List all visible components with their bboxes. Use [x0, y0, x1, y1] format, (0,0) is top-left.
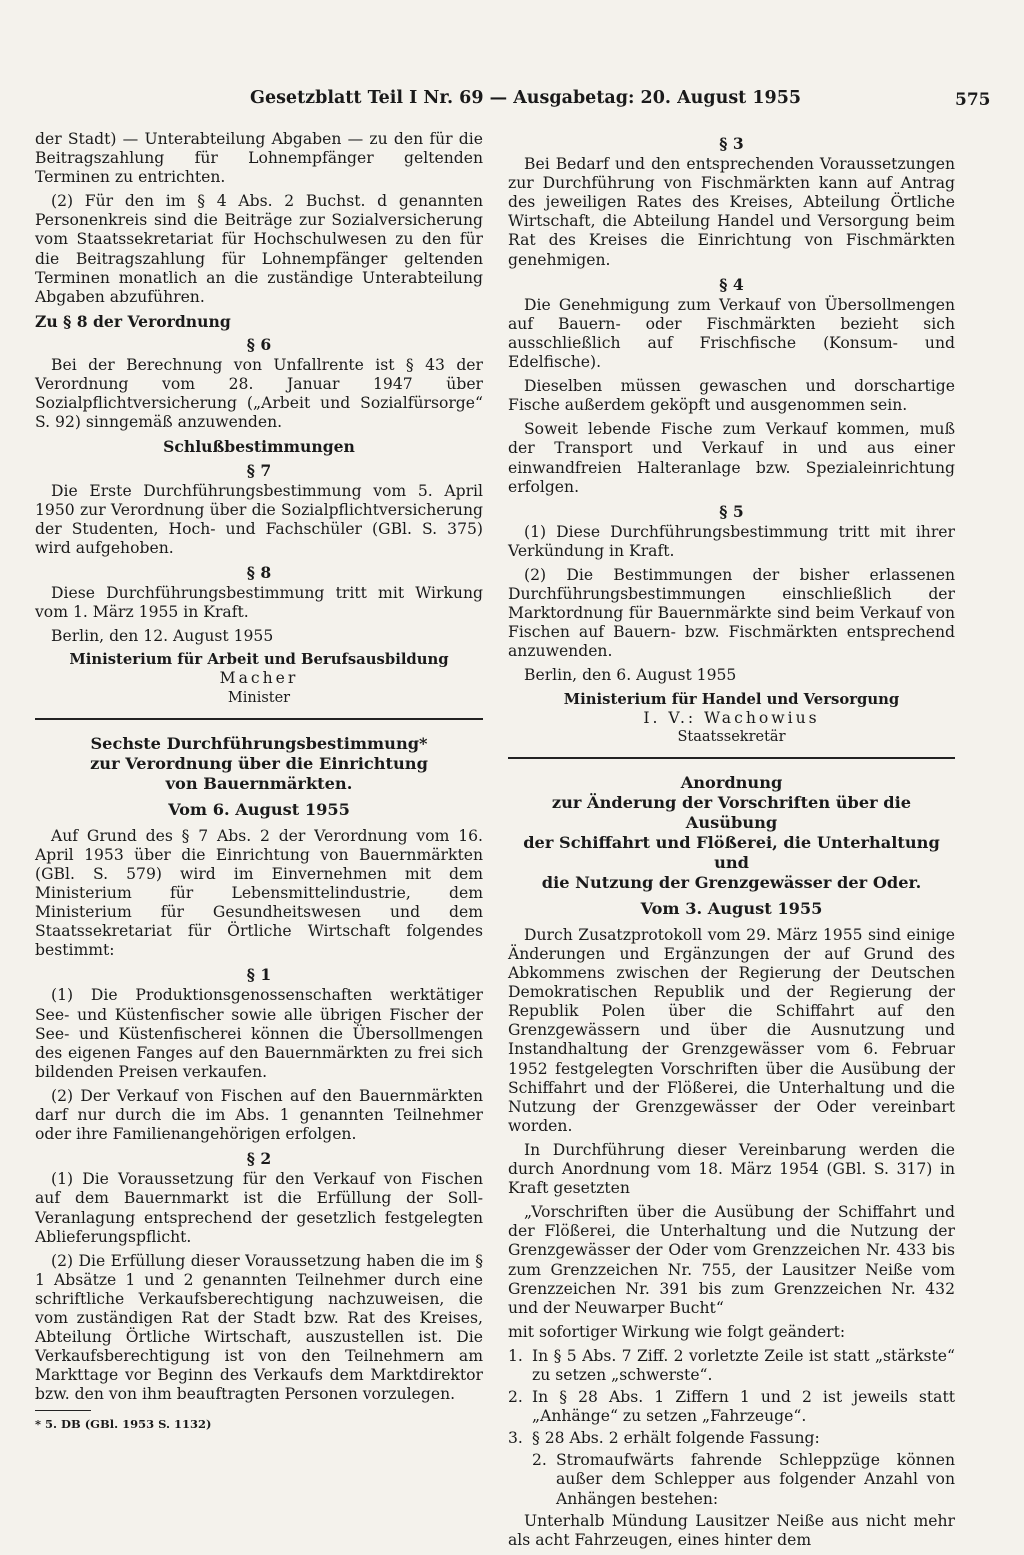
place-date: Berlin, den 12. August 1955 [51, 627, 274, 646]
paragraph: (2) Für den im § 4 Abs. 2 Buchst. d genannten Personenkreis sind die Beiträge zur Sozialversicherung vom Staatssekretariat für Hochschulwesen zu den für die Beitragszahlung für Lohnempfänger geltenden Terminen monatlich an die zuständige Unterabteilung Abgaben abzuführen. [35, 192, 483, 306]
list-text: In § 5 Abs. 7 Ziff. 2 vorletzte Zeile ist statt „stärkste“ zu setzen „schwerste“. [532, 1346, 955, 1384]
signer-position: Minister [227, 689, 291, 706]
section-number: § 7 [246, 460, 272, 480]
title-line: zur Änderung der Vorschriften über die Ausübung [551, 792, 912, 832]
section-number: § 6 [246, 334, 272, 354]
paragraph: Bei Bedarf und den entsprechenden Voraussetzungen zur Durchführung von Fischmärkten kann auf Antrag des jeweiligen Rates des Kreises, Abteilung Örtliche Wirtschaft, die Abteilung Handel und Versorgung beim Rat des Kreises die Einrichtung von Fischmärkten genehmigen. [508, 155, 955, 269]
title-line: von Bauernmärkten. [165, 773, 353, 793]
list-number: 3. [508, 1429, 523, 1448]
signer-name: Macher [219, 669, 299, 688]
left-column [35, 130, 483, 1435]
section-divider [508, 757, 955, 759]
paragraph: der Stadt) — Unterabteilung Abgaben — zu den für die Beitragszahlung für Lohnempfänger geltenden Terminen zu entrichten. [35, 130, 483, 187]
amendment-list [508, 1347, 955, 1448]
footnote-divider [35, 1410, 91, 1411]
document-date: Vom 3. August 1955 [640, 898, 823, 918]
list-item [508, 1388, 955, 1426]
list-item [508, 1347, 955, 1385]
title-line: Anordnung [680, 772, 783, 792]
list-text: In § 28 Abs. 1 Ziffern 1 und 2 ist jeweils statt „Anhänge“ zu setzen „Fahrzeuge“. [532, 1388, 955, 1426]
right-column [508, 130, 955, 1555]
document-date: Vom 6. August 1955 [168, 799, 350, 819]
signer-position: Staatssekretär [677, 728, 786, 745]
list-item [532, 1451, 955, 1508]
paragraph: (2) Die Bestimmungen der bisher erlassenen Durchführungsbestimmungen einschließlich der Marktordnung für Bauernmärkte sind beim Verkauf von Fischen auf Bauern- bzw. Fischmärkten entsprechend anzuwenden. [508, 565, 955, 661]
list-number: 2. [508, 1388, 523, 1407]
section-divider [35, 718, 483, 720]
header-title: Gesetzblatt Teil I Nr. 69 — Ausgabetag: 20. August 1955 [250, 88, 802, 108]
list-text: § 28 Abs. 2 erhält folgende Fassung: [532, 1429, 820, 1448]
section-number: § 8 [246, 562, 272, 582]
quoted-title: „Vorschriften über die Ausübung der Schiffahrt und der Flößerei, die Unterhaltung und die Nutzung der Grenzgewässer der Oder vom Grenzzeichen Nr. 433 bis zum Grenzzeichen Nr. 755, der Lausitzer Neiße vom Grenzzeichen Nr. 391 bis zum Grenzzeichen Nr. 432 und der Neuwarper Bucht“ [508, 1203, 955, 1317]
list-text: Stromaufwärts fahrende Schleppzüge können außer dem Schlepper aus folgender Anzahl von Anhängen bestehen: [556, 1451, 955, 1508]
section-heading: Schlußbestimmungen [163, 437, 355, 457]
paragraph: Diese Durchführungsbestimmung tritt mit Wirkung vom 1. März 1955 in Kraft. [35, 584, 483, 622]
paragraph: (2) Die Erfüllung dieser Voraussetzung haben die im § 1 Absätze 1 und 2 genannten Teilnehmer durch eine schriftliche Verkaufsberechtigung nachzuweisen, die vom zuständigen Rat der Stadt bzw. Rat des Kreises, Abteilung Örtliche Wirtschaft, auszustellen ist. Die Verkaufsberechtigung ist von den Teilnehmern am Markttage vor Beginn des Verkaufs dem Marktdirektor bzw. den von ihm beauftragten Personen vorzulegen. [35, 1251, 483, 1404]
title-line: die Nutzung der Grenzgewässer der Oder. [541, 872, 922, 892]
section-number: § 2 [246, 1149, 272, 1169]
paragraph: (1) Die Produktionsgenossenschaften werktätiger See- und Küstenfischer sowie alle übrigen Fischer der See- und Küstenfischerei können die Übersollmengen des eigenen Fanges auf den Bauernmärkten zu frei sich bildenden Preisen verkaufen. [35, 986, 483, 1081]
nested-list [532, 1451, 955, 1508]
paragraph: mit sofortiger Wirkung wie folgt geändert: [508, 1322, 846, 1341]
section-number: § 5 [719, 501, 744, 521]
paragraph: Dieselben müssen gewaschen und dorschartige Fische außerdem geköpft und ausgenommen sein. [508, 377, 955, 415]
signer-name: I. V.: Wachowius [643, 708, 820, 727]
list-number: 1. [508, 1346, 523, 1365]
paragraph: Bei der Berechnung von Unfallrente ist § 43 der Verordnung vom 28. Januar 1947 über Sozialpflichtversicherung („Arbeit und Sozialfürsorge“ S. 92) sinngemäß anzuwenden. [35, 356, 483, 432]
section-heading: Zu § 8 der Verordnung [35, 311, 231, 331]
paragraph: Die Erste Durchführungsbestimmung vom 5. April 1950 zur Verordnung über die Sozialpflichtversicherung der Studenten, Hoch- und Fachschüler (GBl. S. 375) wird aufgehoben. [35, 481, 483, 557]
place-date: Berlin, den 6. August 1955 [524, 666, 737, 685]
title-line: der Schiffahrt und Flößerei, die Unterhaltung und [523, 832, 940, 872]
title-line: Sechste Durchführungsbestimmung* [90, 733, 428, 753]
paragraph: (1) Die Voraussetzung für den Verkauf von Fischen auf dem Bauernmarkt ist die Erfüllung der Soll-Veranlagung entsprechend der gesetzlich festgelegten Ablieferungspflicht. [35, 1170, 483, 1246]
page-number: 575 [955, 90, 991, 110]
paragraph: (2) Der Verkauf von Fischen auf den Bauernmärkten darf nur durch die im Abs. 1 genannten Teilnehmer oder ihre Familienangehörigen erfolgen. [35, 1086, 483, 1144]
paragraph: (1) Diese Durchführungsbestimmung tritt mit ihrer Verkündung in Kraft. [508, 522, 955, 560]
paragraph: Soweit lebende Fische zum Verkauf kommen, muß der Transport und Verkauf in und aus einer einwandfreien Halteranlage bzw. Spezialeinrichtung erfolgen. [508, 420, 955, 496]
list-item [508, 1429, 955, 1448]
paragraph: Auf Grund des § 7 Abs. 2 der Verordnung vom 16. April 1953 über die Einrichtung von Bauernmärkten (GBl. S. 579) wird im Einvernehmen mit dem Ministerium für Lebensmittelindustrie, dem Ministerium für Gesundheitswesen und dem Staatssekretariat für Örtliche Wirtschaft folgendes bestimmt: [35, 826, 483, 960]
section-number: § 1 [246, 965, 272, 985]
document-title [35, 734, 483, 794]
list-number: 2. [532, 1451, 547, 1470]
paragraph: Unterhalb Mündung Lausitzer Neiße aus nicht mehr als acht Fahrzeugen, eines hinter dem [508, 1511, 955, 1549]
paragraph: Die Genehmigung zum Verkauf von Übersollmengen auf Bauern- oder Fischmärkten bezieht sich ausschließlich auf Frischfische (Konsum- und Edelfische). [508, 295, 955, 372]
issuing-ministry: Ministerium für Handel und Versorgung [563, 690, 900, 708]
issuing-ministry: Ministerium für Arbeit und Berufsausbildung [69, 651, 449, 669]
document-title [508, 773, 955, 893]
title-line: zur Verordnung über die Einrichtung [90, 753, 428, 773]
paragraph: Durch Zusatzprotokoll vom 29. März 1955 sind einige Änderungen und Ergänzungen der auf Grund des Abkommens zwischen der Regierung der Deutschen Demokratischen Republik und der Regierung der Republik Polen über die Schiffahrt auf den Grenzgewässern und über die Ausnutzung und Instandhaltung der Grenzgewässer vom 6. Februar 1952 festgelegten Vorschriften über die Ausübung der Schiffahrt und der Flößerei, die Unterhaltung und die Nutzung der Grenzgewässer der Oder vereinbart worden. [508, 925, 955, 1135]
paragraph: In Durchführung dieser Vereinbarung werden die durch Anordnung vom 18. März 1954 (GBl. S. 317) in Kraft gesetzten [508, 1140, 955, 1198]
section-number: § 4 [719, 274, 744, 294]
section-number: § 3 [719, 134, 744, 153]
footnote: * 5. DB (GBl. 1953 S. 1132) [35, 1417, 212, 1432]
